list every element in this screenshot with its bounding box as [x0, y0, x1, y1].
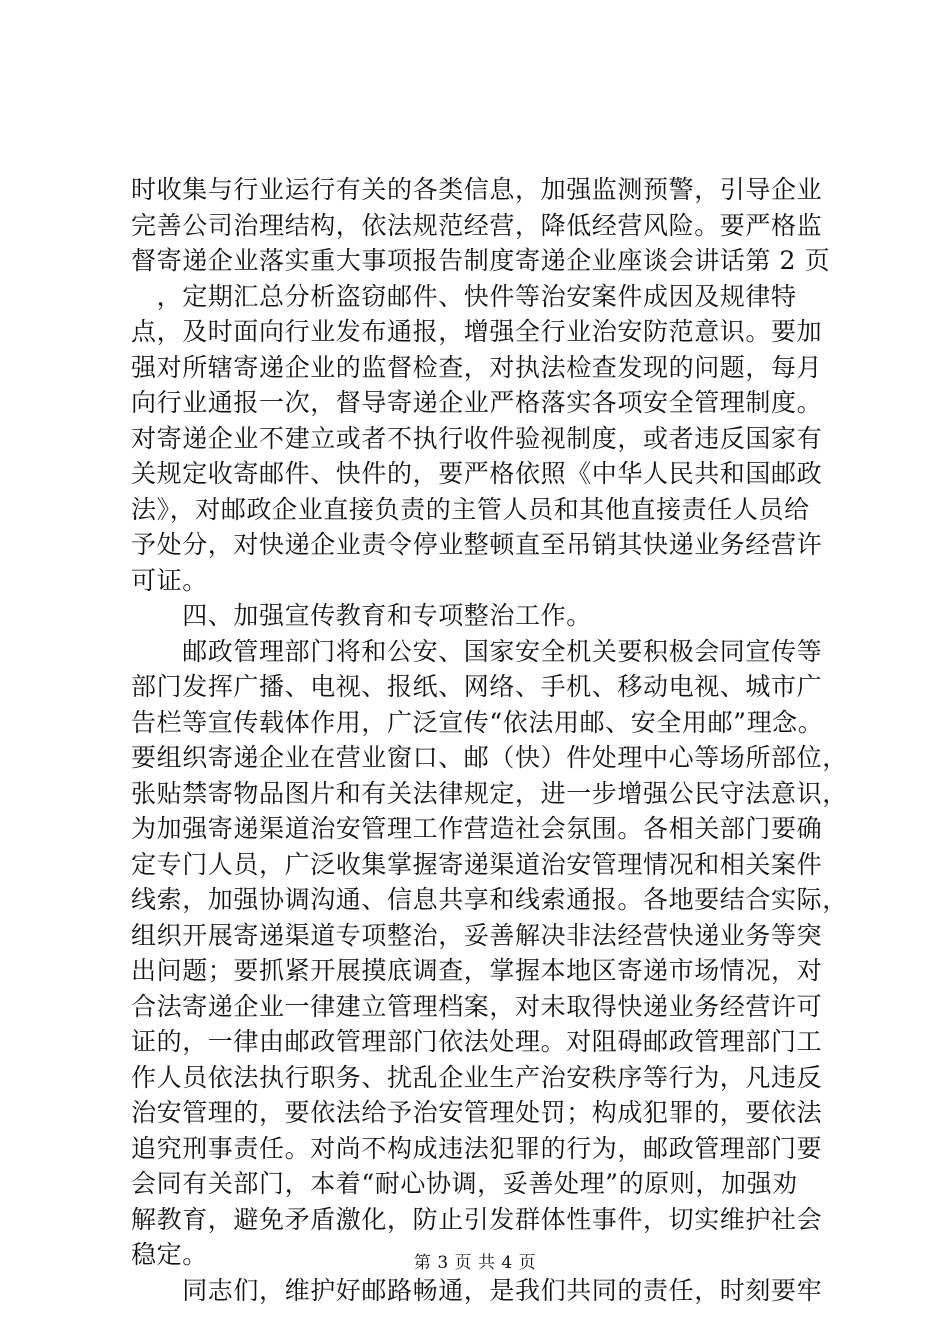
text-line: 作人员依法执行职务、扰乱企业生产治安秩序等行为，凡违反 [131, 1062, 823, 1092]
text-line: 邮政管理部门将和公安、国家安全机关要积极会同宣传等 [131, 636, 823, 666]
text-line: 点，及时面向行业发布通报，增强全行业治安防范意识。要加 [131, 317, 823, 346]
text-line: 为加强寄递渠道治安管理工作营造社会氛围。各相关部门要确 [131, 814, 823, 843]
text-line: 时收集与行业运行有关的各类信息，加强监测预警，引导企业 [131, 175, 823, 204]
text-line: 予处分，对快递企业责令停业整顿直至吊销其快递业务经营许 [131, 530, 823, 559]
text-line: 关规定收寄邮件、快件的，要严格依照《中华人民共和国邮政 [131, 459, 823, 488]
text-line: 四、加强宣传教育和专项整治工作。 [131, 601, 592, 630]
text-line: ，定期汇总分析盗窃邮件、快件等治安案件成因及规律特 [131, 281, 797, 311]
text-line: 追究刑事责任。对尚不构成违法犯罪的行为，邮政管理部门要 [131, 1133, 823, 1163]
text-line: 组织开展寄递渠道专项整治，妥善解决非法经营快递业务等突 [131, 920, 823, 950]
text-line: 张贴禁寄物品图片和有关法律规定，进一步增强公民守法意识， [131, 778, 848, 808]
text-line: 部门发挥广播、电视、报纸、网络、手机、移动电视、城市广 [131, 672, 823, 701]
text-line: 可证。 [131, 565, 208, 595]
text-line: 稳定。 [131, 1240, 208, 1269]
text-line: 法》，对邮政企业直接负责的主管人员和其他直接责任人员给 [131, 494, 810, 524]
text-line: 出问题；要抓紧开展摸底调查，掌握本地区寄递市场情况，对 [131, 956, 823, 985]
text-line: 完善公司治理结构，依法规范经营，降低经营风险。要严格监 [131, 210, 823, 240]
page-footer: 第 3 页 共 4 页 [413, 1253, 537, 1273]
text-line: 同志们，维护好邮路畅通，是我们共同的责任，时刻要牢 [131, 1275, 823, 1305]
body-text [131, 172, 848, 1308]
text-line: 合法寄递企业一律建立管理档案，对未取得快递业务经营许可 [131, 991, 823, 1021]
text-line: 向行业通报一次，督导寄递企业严格落实各项安全管理制度。 [131, 388, 823, 417]
text-line: 线索，加强协调沟通、信息共享和线索通报。各地要结合实际， [131, 885, 848, 914]
text-line: 会同有关部门，本着“耐心协调，妥善处理”的原则，加强劝 [131, 1169, 798, 1198]
text-line: 督寄递企业落实重大事项报告制度寄递企业座谈会讲话第 2 页 [131, 246, 831, 275]
text-line: 告栏等宣传载体作用，广泛宣传“依法用邮、安全用邮”理念。 [131, 707, 824, 737]
text-line: 对寄递企业不建立或者不执行收件验视制度，或者违反国家有 [131, 423, 823, 453]
text-line: 解教育，避免矛盾激化，防止引发群体性事件，切实维护社会 [131, 1204, 823, 1234]
text-line: 定专门人员，广泛收集掌握寄递渠道治安管理情况和相关案件 [131, 849, 823, 879]
text-line: 证的，一律由邮政管理部门依法处理。对阻碍邮政管理部门工 [131, 1027, 823, 1056]
text-line: 要组织寄递企业在营业窗口、邮（快）件处理中心等场所部位， [131, 743, 848, 772]
text-line: 治安管理的，要依法给予治安管理处罚；构成犯罪的，要依法 [131, 1098, 823, 1127]
text-line: 强对所辖寄递企业的监督检查，对执法检查发现的问题，每月 [131, 352, 823, 382]
